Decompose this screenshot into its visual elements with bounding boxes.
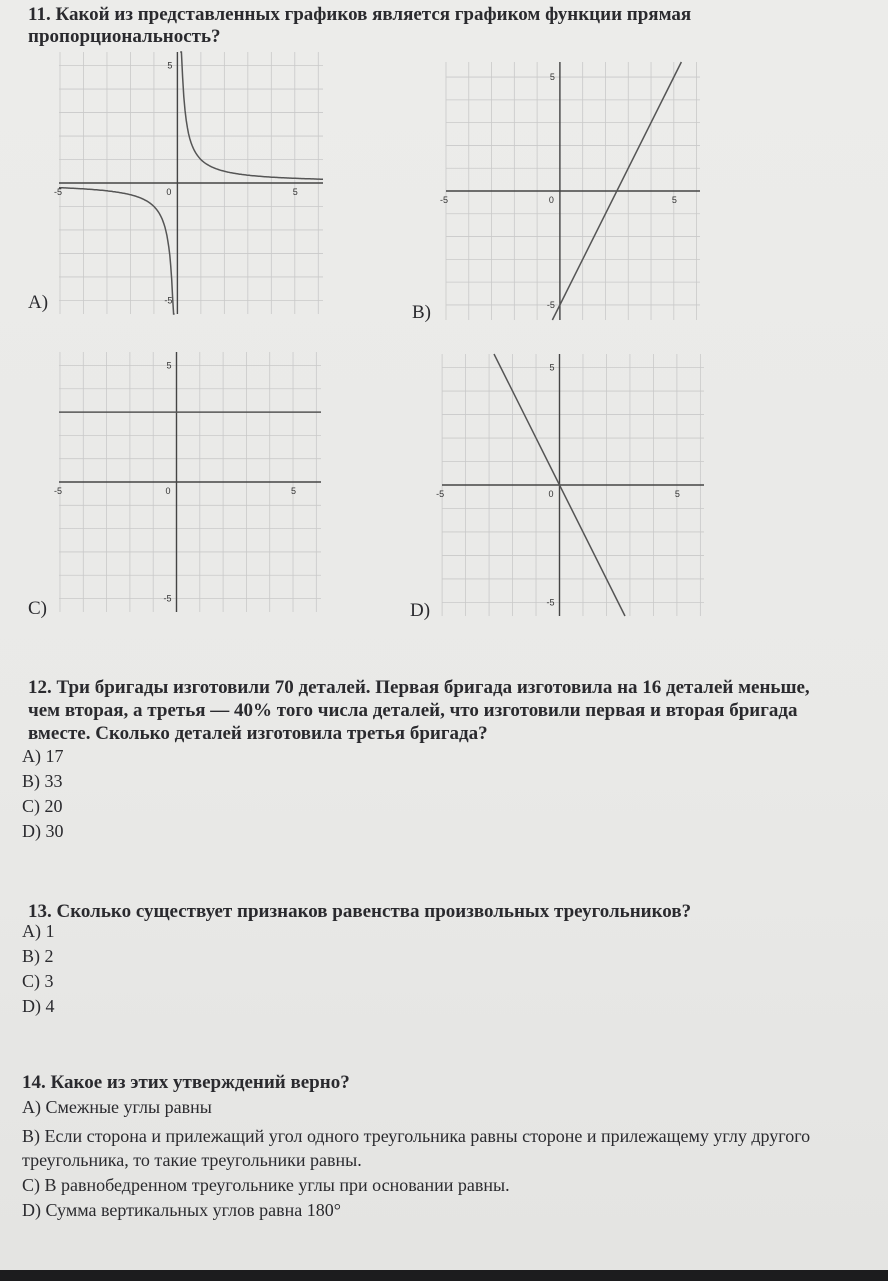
graph-d bbox=[438, 350, 708, 620]
graph-a bbox=[55, 48, 327, 318]
graph-a-label: A) bbox=[28, 292, 49, 313]
graph-c-label: C) bbox=[28, 598, 47, 619]
tick-label: 5 bbox=[549, 362, 555, 373]
tick-label: -5 bbox=[53, 486, 62, 496]
q13-option-c: C) 3 bbox=[22, 971, 54, 991]
graph-c-plot bbox=[55, 348, 325, 616]
graph-b bbox=[439, 58, 704, 324]
graph-c bbox=[55, 348, 325, 616]
tick-label: 5 bbox=[167, 60, 173, 71]
bottom-edge bbox=[0, 1270, 888, 1281]
tick-label: -5 bbox=[164, 295, 173, 306]
q12-option-d: D) 30 bbox=[22, 821, 64, 841]
tick-label: 5 bbox=[292, 187, 298, 197]
tick-label: -5 bbox=[54, 187, 63, 197]
tick-label: -5 bbox=[436, 489, 445, 499]
tick-label: -5 bbox=[439, 195, 449, 205]
tick-label: 0 bbox=[165, 486, 171, 496]
graph-d-label: D) bbox=[410, 600, 431, 621]
tick-label: 5 bbox=[671, 195, 677, 205]
q13-option-a: A) 1 bbox=[22, 921, 55, 941]
graph-b-plot bbox=[439, 58, 704, 324]
q13-option-d: D) 4 bbox=[22, 996, 55, 1016]
graph-d-plot bbox=[438, 350, 708, 620]
q14-option-d: D) Сумма вертикальных углов равна 180° bbox=[22, 1200, 341, 1220]
question-12-text: 12. Три бригады изготовили 70 деталей. Первая бригада изготовила на 16 деталей меньше, чем вторая, а третья — 40% того числа деталей, что изготовили первая и вторая бригада вместе. Сколько деталей изготовила третья бригада? bbox=[28, 677, 810, 744]
tick-label: 5 bbox=[291, 486, 297, 496]
graph-a-plot bbox=[55, 48, 327, 318]
tick-label: -5 bbox=[163, 593, 172, 604]
q12-option-c: C) 20 bbox=[22, 796, 63, 816]
q13-option-b: B) 2 bbox=[22, 946, 54, 966]
q12-option-a: A) 17 bbox=[22, 746, 64, 766]
tick-label: -5 bbox=[546, 299, 555, 310]
question-11-title: 11. Какой из представленных графиков является графиком функции прямая пропорциональность? bbox=[28, 4, 692, 47]
tick-label: 0 bbox=[548, 489, 554, 499]
q14-option-b: B) Если сторона и прилежащий угол одного треугольника равны стороне и прилежащему углу другого треугольника, то такие треугольники равны. bbox=[22, 1126, 811, 1170]
tick-label: 0 bbox=[166, 187, 172, 197]
q12-option-b: B) 33 bbox=[22, 771, 63, 791]
graph-b-label: B) bbox=[412, 302, 431, 323]
tick-label: 0 bbox=[548, 195, 554, 205]
tick-label: 5 bbox=[166, 360, 172, 371]
question-13-text: 13. Сколько существует признаков равенства произвольных треугольников? bbox=[28, 901, 692, 922]
question-14-text: 14. Какое из этих утверждений верно? bbox=[22, 1072, 350, 1093]
tick-label: 5 bbox=[674, 489, 680, 499]
curve-branch bbox=[180, 52, 323, 179]
tick-label: -5 bbox=[546, 597, 555, 608]
tick-label: 5 bbox=[549, 72, 555, 83]
q14-option-a: A) Смежные углы равны bbox=[22, 1097, 212, 1117]
q14-option-c: C) В равнобедренном треугольнике углы при основании равны. bbox=[22, 1175, 510, 1195]
